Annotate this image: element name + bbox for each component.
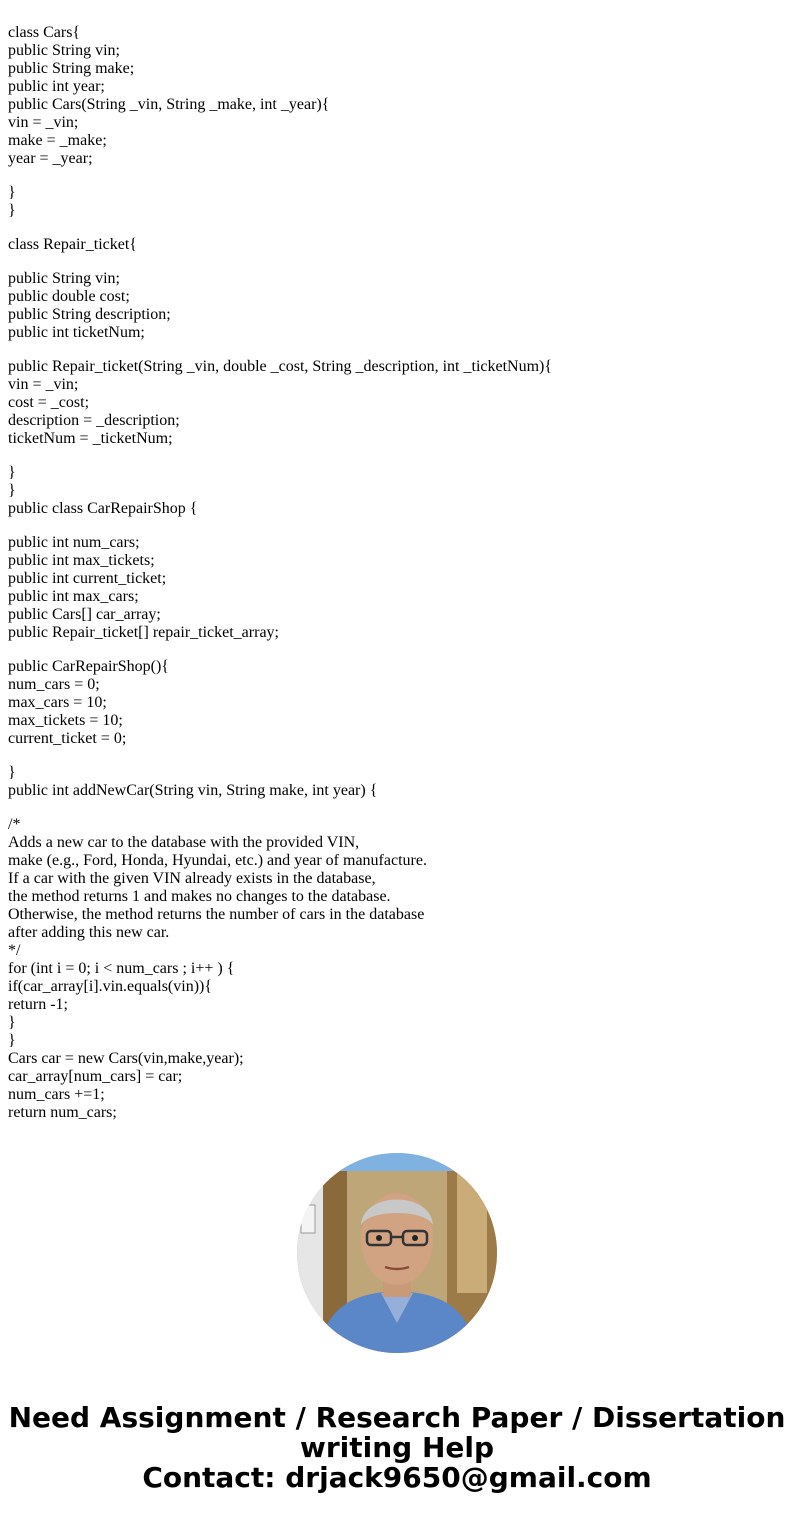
code-line: public CarRepairShop(){ bbox=[8, 658, 169, 675]
blank-line bbox=[8, 168, 788, 184]
code-line: public Cars[] car_array; bbox=[8, 606, 161, 623]
blank-line bbox=[8, 518, 788, 534]
code-line: public String description; bbox=[8, 306, 171, 323]
code-line: return num_cars; bbox=[8, 1104, 117, 1121]
code-listing bbox=[8, 24, 788, 1122]
code-line: year = _year; bbox=[8, 150, 93, 167]
code-line: vin = _vin; bbox=[8, 114, 79, 131]
code-line: } bbox=[8, 764, 16, 781]
code-line: public int max_tickets; bbox=[8, 552, 155, 569]
code-line: max_cars = 10; bbox=[8, 694, 107, 711]
code-line: */ bbox=[8, 942, 21, 959]
code-line: } bbox=[8, 202, 16, 219]
code-line: Otherwise, the method returns the number of cars in the database bbox=[8, 906, 425, 923]
blank-line bbox=[8, 748, 788, 764]
code-line: If a car with the given VIN already exists in the database, bbox=[8, 870, 376, 887]
blank-line bbox=[8, 642, 788, 658]
code-line: public Cars(String _vin, String _make, int _year){ bbox=[8, 96, 330, 113]
contact-banner bbox=[0, 1403, 794, 1493]
code-line: public int max_cars; bbox=[8, 588, 139, 605]
code-line: the method returns 1 and makes no changes to the database. bbox=[8, 888, 391, 905]
blank-line bbox=[8, 220, 788, 236]
code-line: cost = _cost; bbox=[8, 394, 90, 411]
code-line: for (int i = 0; i < num_cars ; i++ ) { bbox=[8, 960, 235, 977]
code-line: make (e.g., Ford, Honda, Hyundai, etc.) and year of manufacture. bbox=[8, 852, 427, 869]
code-line: Adds a new car to the database with the provided VIN, bbox=[8, 834, 360, 851]
code-line: class Cars{ bbox=[8, 24, 81, 41]
code-line: /* bbox=[8, 816, 21, 833]
code-line: after adding this new car. bbox=[8, 924, 170, 941]
blank-line bbox=[8, 254, 788, 270]
code-line: return -1; bbox=[8, 996, 68, 1013]
code-line: } bbox=[8, 464, 16, 481]
person-photo-icon bbox=[297, 1153, 497, 1353]
code-line: } bbox=[8, 184, 16, 201]
code-line: public String make; bbox=[8, 60, 135, 77]
banner-line-1: Need Assignment / Research Paper / Dissertation bbox=[8, 1401, 786, 1434]
blank-line bbox=[8, 448, 788, 464]
blank-line bbox=[8, 342, 788, 358]
code-line: num_cars +=1; bbox=[8, 1086, 105, 1103]
banner-line-2: writing Help bbox=[299, 1431, 495, 1464]
code-line: current_ticket = 0; bbox=[8, 730, 127, 747]
code-line: public int current_ticket; bbox=[8, 570, 167, 587]
code-line: public String vin; bbox=[8, 270, 120, 287]
code-line: } bbox=[8, 1014, 16, 1031]
code-line: num_cars = 0; bbox=[8, 676, 100, 693]
code-line: public Repair_ticket[] repair_ticket_array; bbox=[8, 624, 279, 641]
code-line: Cars car = new Cars(vin,make,year); bbox=[8, 1050, 244, 1067]
code-line: class Repair_ticket{ bbox=[8, 236, 137, 253]
code-line: public int year; bbox=[8, 78, 105, 95]
code-line: public int addNewCar(String vin, String make, int year) { bbox=[8, 782, 378, 799]
code-line: public int ticketNum; bbox=[8, 324, 145, 341]
code-line: } bbox=[8, 482, 16, 499]
code-line: car_array[num_cars] = car; bbox=[8, 1068, 183, 1085]
code-line: } bbox=[8, 1032, 16, 1049]
code-line: public int num_cars; bbox=[8, 534, 140, 551]
code-line: ticketNum = _ticketNum; bbox=[8, 430, 173, 447]
code-line: vin = _vin; bbox=[8, 376, 79, 393]
code-line: public String vin; bbox=[8, 42, 120, 59]
author-avatar bbox=[297, 1153, 497, 1353]
code-line: max_tickets = 10; bbox=[8, 712, 123, 729]
code-line: description = _description; bbox=[8, 412, 180, 429]
code-line: public class CarRepairShop { bbox=[8, 500, 198, 517]
code-line: make = _make; bbox=[8, 132, 107, 149]
code-line: public Repair_ticket(String _vin, double _cost, String _description, int _ticketNum){ bbox=[8, 358, 553, 375]
code-line: if(car_array[i].vin.equals(vin)){ bbox=[8, 978, 213, 995]
banner-contact-email: Contact: drjack9650@gmail.com bbox=[142, 1461, 652, 1494]
blank-line bbox=[8, 800, 788, 816]
code-line: public double cost; bbox=[8, 288, 130, 305]
